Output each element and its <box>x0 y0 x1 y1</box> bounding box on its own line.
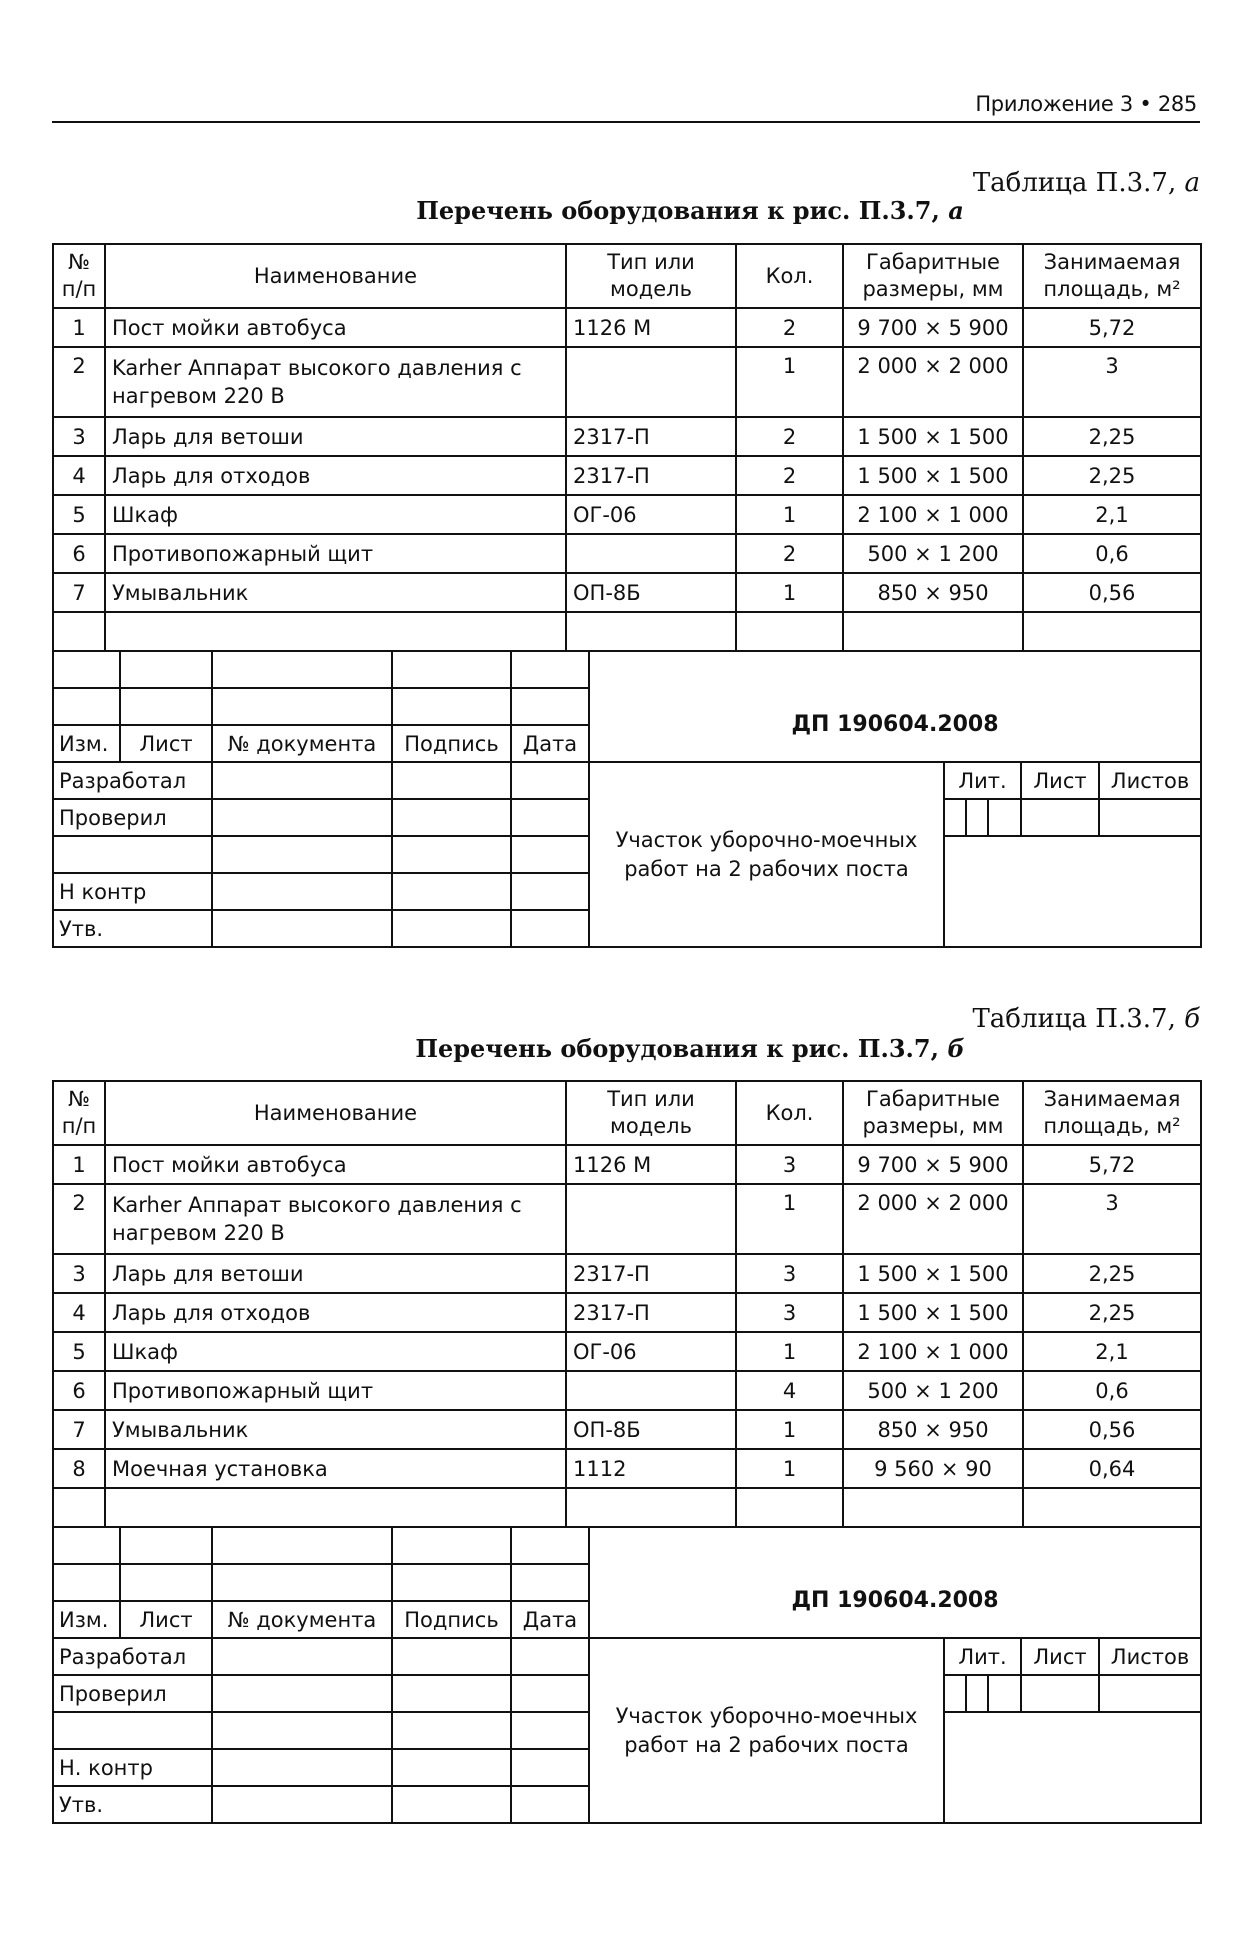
title-block-b <box>52 1526 1202 1824</box>
table-row <box>53 1184 1201 1254</box>
row-name: Пост мойки автобуса <box>105 308 566 347</box>
col-header-dims: Габаритные размеры, мм <box>843 1081 1023 1145</box>
document-code: ДП 190604.2008 <box>589 1527 1201 1638</box>
row-qty: 1 <box>736 347 843 417</box>
row-area: 0,6 <box>1023 1371 1201 1410</box>
row-qty: 2 <box>736 417 843 456</box>
col-header-num: № п/п <box>53 1081 105 1145</box>
role-approved: Утв. <box>53 910 212 947</box>
signature-label: Подпись <box>392 725 511 762</box>
row-type: ОГ-06 <box>566 495 736 534</box>
header-rule <box>52 121 1200 123</box>
row-area: 5,72 <box>1023 1145 1201 1184</box>
role-approved: Утв. <box>53 1786 212 1823</box>
row-area: 2,1 <box>1023 1332 1201 1371</box>
running-head <box>975 92 1197 116</box>
row-type: 1126 М <box>566 308 736 347</box>
row-dims: 2 100 × 1 000 <box>843 495 1023 534</box>
row-num: 6 <box>53 1371 105 1410</box>
running-head-bullet: • <box>1139 92 1152 116</box>
sheet-label: Лист <box>1021 762 1099 799</box>
row-dims: 850 × 950 <box>843 573 1023 612</box>
row-type <box>566 1184 736 1254</box>
table-a-block <box>52 243 1200 948</box>
organization-cell <box>944 836 1201 947</box>
row-num: 3 <box>53 1254 105 1293</box>
date-label: Дата <box>511 1601 589 1638</box>
row-num: 4 <box>53 1293 105 1332</box>
row-name: Ларь для ветоши <box>105 417 566 456</box>
row-qty: 4 <box>736 1371 843 1410</box>
lit-label: Лит. <box>944 762 1021 799</box>
row-qty: 2 <box>736 308 843 347</box>
doc-number-label: № документа <box>212 725 392 762</box>
row-area: 2,25 <box>1023 417 1201 456</box>
row-type <box>566 347 736 417</box>
col-header-qty: Кол. <box>736 244 843 308</box>
table-row <box>53 1145 1201 1184</box>
sheet-label: Лист <box>1021 1638 1099 1675</box>
table-row <box>53 1254 1201 1293</box>
sheets-label: Листов <box>1099 1638 1201 1675</box>
table-row <box>53 456 1201 495</box>
col-header-dims: Габаритные размеры, мм <box>843 244 1023 308</box>
row-type: 1126 М <box>566 1145 736 1184</box>
row-num: 7 <box>53 573 105 612</box>
table-row <box>53 573 1201 612</box>
row-name: Ларь для отходов <box>105 456 566 495</box>
title-block-a <box>52 650 1202 948</box>
table-row <box>53 347 1201 417</box>
row-num: 8 <box>53 1449 105 1488</box>
table-row <box>53 534 1201 573</box>
row-name: Пост мойки автобуса <box>105 1145 566 1184</box>
row-dims: 2 000 × 2 000 <box>843 347 1023 417</box>
equipment-table-a <box>52 243 1202 652</box>
role-developed: Разработал <box>53 762 212 799</box>
row-num: 6 <box>53 534 105 573</box>
row-dims: 500 × 1 200 <box>843 534 1023 573</box>
row-name: Ларь для отходов <box>105 1293 566 1332</box>
row-qty: 1 <box>736 1184 843 1254</box>
role-blank <box>53 836 212 873</box>
row-qty: 3 <box>736 1254 843 1293</box>
role-blank <box>53 1712 212 1749</box>
row-name: Умывальник <box>105 1410 566 1449</box>
row-area: 0,56 <box>1023 1410 1201 1449</box>
row-num: 7 <box>53 1410 105 1449</box>
row-num: 2 <box>53 1184 105 1254</box>
document-description: Участок уборочно-моечных работ на 2 рабочих поста <box>589 1638 944 1823</box>
table-row <box>53 1293 1201 1332</box>
row-area: 5,72 <box>1023 308 1201 347</box>
table-row <box>53 1410 1201 1449</box>
row-dims: 1 500 × 1 500 <box>843 1293 1023 1332</box>
list-label: Лист <box>120 725 212 762</box>
role-norm-control: Н контр <box>53 873 212 910</box>
row-area: 2,25 <box>1023 1293 1201 1332</box>
row-num: 5 <box>53 495 105 534</box>
table-b-number: Таблица П.3.7, б <box>972 1004 1200 1034</box>
row-qty: 1 <box>736 573 843 612</box>
col-header-area: Занимаемая площадь, м² <box>1023 244 1201 308</box>
table-header-row <box>53 244 1201 308</box>
document-description: Участок уборочно-моечных работ на 2 рабочих поста <box>589 762 944 947</box>
list-label: Лист <box>120 1601 212 1638</box>
page-number: 285 <box>1157 92 1197 116</box>
row-area: 3 <box>1023 347 1201 417</box>
row-dims: 2 000 × 2 000 <box>843 1184 1023 1254</box>
organization-cell <box>944 1712 1201 1823</box>
row-name: Karher Аппарат высокого давления с нагревом 220 В <box>105 1184 566 1254</box>
date-label: Дата <box>511 725 589 762</box>
row-area: 2,25 <box>1023 1254 1201 1293</box>
role-developed: Разработал <box>53 1638 212 1675</box>
col-header-name: Наименование <box>105 1081 566 1145</box>
row-type: ОГ-06 <box>566 1332 736 1371</box>
row-dims: 1 500 × 1 500 <box>843 456 1023 495</box>
table-row-empty <box>53 1488 1201 1527</box>
equipment-table-b <box>52 1080 1202 1528</box>
row-qty: 2 <box>736 456 843 495</box>
row-dims: 2 100 × 1 000 <box>843 1332 1023 1371</box>
table-row <box>53 495 1201 534</box>
row-name: Умывальник <box>105 573 566 612</box>
row-num: 5 <box>53 1332 105 1371</box>
col-header-area: Занимаемая площадь, м² <box>1023 1081 1201 1145</box>
table-b-block <box>52 1080 1200 1824</box>
table-row <box>53 1371 1201 1410</box>
row-qty: 1 <box>736 495 843 534</box>
running-head-section: Приложение 3 <box>975 92 1133 116</box>
table-row <box>53 417 1201 456</box>
row-area: 3 <box>1023 1184 1201 1254</box>
row-type: 2317-П <box>566 456 736 495</box>
row-area: 2,1 <box>1023 495 1201 534</box>
col-header-qty: Кол. <box>736 1081 843 1145</box>
row-type: 2317-П <box>566 417 736 456</box>
row-qty: 1 <box>736 1332 843 1371</box>
row-type: 2317-П <box>566 1293 736 1332</box>
role-checked: Проверил <box>53 1675 212 1712</box>
table-row <box>53 1449 1201 1488</box>
row-name: Ларь для ветоши <box>105 1254 566 1293</box>
row-qty: 2 <box>736 534 843 573</box>
signature-label: Подпись <box>392 1601 511 1638</box>
row-area: 2,25 <box>1023 456 1201 495</box>
row-dims: 500 × 1 200 <box>843 1371 1023 1410</box>
col-header-num: № п/п <box>53 244 105 308</box>
role-norm-control: Н. контр <box>53 1749 212 1786</box>
col-header-name: Наименование <box>105 244 566 308</box>
row-qty: 1 <box>736 1410 843 1449</box>
table-b-title: Перечень оборудования к рис. П.3.7, б <box>415 1034 965 1063</box>
izm-label: Изм. <box>53 725 120 762</box>
row-dims: 1 500 × 1 500 <box>843 1254 1023 1293</box>
row-area: 0,6 <box>1023 534 1201 573</box>
table-row <box>53 308 1201 347</box>
col-header-type: Тип или модель <box>566 1081 736 1145</box>
sheets-label: Листов <box>1099 762 1201 799</box>
row-dims: 9 560 × 90 <box>843 1449 1023 1488</box>
row-type: ОП-8Б <box>566 1410 736 1449</box>
row-name: Противопожарный щит <box>105 534 566 573</box>
row-dims: 9 700 × 5 900 <box>843 1145 1023 1184</box>
row-type: 2317-П <box>566 1254 736 1293</box>
row-type: ОП-8Б <box>566 573 736 612</box>
row-area: 0,56 <box>1023 573 1201 612</box>
row-num: 4 <box>53 456 105 495</box>
table-row <box>53 1332 1201 1371</box>
doc-number-label: № документа <box>212 1601 392 1638</box>
row-name: Шкаф <box>105 495 566 534</box>
table-a-title: Перечень оборудования к рис. П.3.7, а <box>416 196 964 225</box>
row-name: Karher Аппарат высокого давления с нагревом 220 В <box>105 347 566 417</box>
row-dims: 9 700 × 5 900 <box>843 308 1023 347</box>
row-type <box>566 1371 736 1410</box>
row-dims: 850 × 950 <box>843 1410 1023 1449</box>
row-qty: 3 <box>736 1145 843 1184</box>
table-row-empty <box>53 612 1201 651</box>
row-num: 2 <box>53 347 105 417</box>
row-name: Моечная установка <box>105 1449 566 1488</box>
row-qty: 1 <box>736 1449 843 1488</box>
row-num: 1 <box>53 308 105 347</box>
row-dims: 1 500 × 1 500 <box>843 417 1023 456</box>
row-type: 1112 <box>566 1449 736 1488</box>
row-num: 1 <box>53 1145 105 1184</box>
role-checked: Проверил <box>53 799 212 836</box>
table-header-row <box>53 1081 1201 1145</box>
table-a-number: Таблица П.3.7, а <box>972 168 1200 198</box>
row-qty: 3 <box>736 1293 843 1332</box>
lit-label: Лит. <box>944 1638 1021 1675</box>
row-type <box>566 534 736 573</box>
row-num: 3 <box>53 417 105 456</box>
document-code: ДП 190604.2008 <box>589 651 1201 762</box>
row-name: Шкаф <box>105 1332 566 1371</box>
row-name: Противопожарный щит <box>105 1371 566 1410</box>
izm-label: Изм. <box>53 1601 120 1638</box>
col-header-type: Тип или модель <box>566 244 736 308</box>
row-area: 0,64 <box>1023 1449 1201 1488</box>
